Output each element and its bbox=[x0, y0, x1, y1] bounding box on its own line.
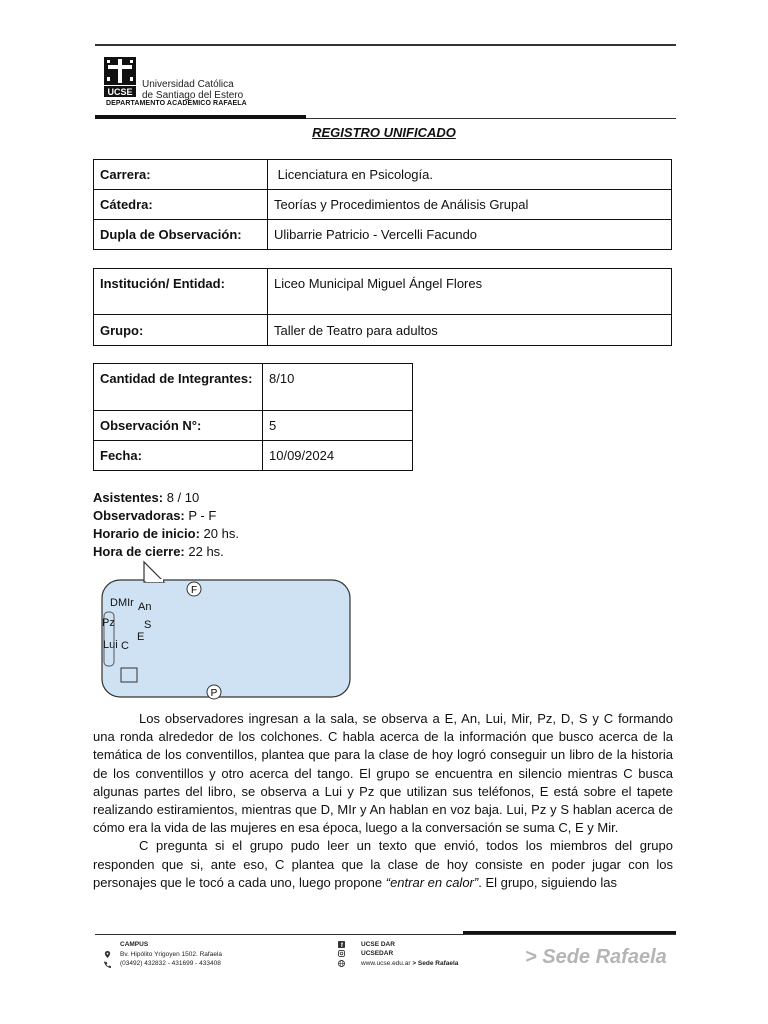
logo-text: UCSE bbox=[107, 87, 133, 97]
university-logo bbox=[104, 57, 304, 113]
observation-table bbox=[93, 363, 413, 471]
observer-p-label: P bbox=[210, 688, 218, 699]
svg-text:f: f bbox=[340, 942, 343, 948]
table-label: Institución/ Entidad: bbox=[94, 269, 268, 315]
participant-label: An bbox=[138, 601, 152, 613]
table-value: Teorías y Procedimientos de Análisis Grupal bbox=[268, 190, 672, 220]
room-diagram bbox=[94, 560, 358, 704]
footer-rule-thin bbox=[95, 934, 676, 935]
table-label: Observación N°: bbox=[94, 411, 263, 441]
paragraph: C pregunta si el grupo pudo leer un texto que envió, todos los miembros del grupo responden que si, ante eso, C plantea que la clase de hoy consiste en poder jugar con los personajes que le tocó a cada uno, luego propone “entrar en calor”. El grupo, siguiendo las bbox=[93, 838, 673, 890]
table-row bbox=[94, 364, 413, 411]
table-label: Cantidad de Integrantes: bbox=[94, 364, 263, 411]
university-name: Universidad Católica de Santiago del Estero bbox=[142, 79, 244, 101]
institution-table bbox=[93, 268, 672, 346]
table-value: Liceo Municipal Miguel Ángel Flores bbox=[268, 269, 672, 315]
participant-label: S bbox=[144, 619, 152, 631]
table-row bbox=[94, 315, 672, 346]
footer-social-instagram: UCSEDAR bbox=[361, 950, 394, 957]
footer-social-facebook: UCSE DAR bbox=[361, 941, 395, 948]
table-label: Cátedra: bbox=[94, 190, 268, 220]
table-label: Carrera: bbox=[94, 160, 268, 190]
table-value: 10/09/2024 bbox=[263, 441, 413, 471]
fact-line: Observadoras: P - F bbox=[93, 508, 217, 523]
session-facts bbox=[93, 489, 239, 561]
table-row bbox=[94, 441, 413, 471]
fact-line: Hora de cierre: 22 hs. bbox=[93, 544, 224, 559]
footer-address: Bv. Hipólito Yrigoyen 1502. Rafaela bbox=[120, 951, 223, 958]
table-value: 5 bbox=[263, 411, 413, 441]
globe-icon bbox=[338, 960, 345, 967]
fact-line: Horario de inicio: 20 hs. bbox=[93, 526, 239, 541]
table-row bbox=[94, 190, 672, 220]
footer-phones: (03492) 432832 - 431699 - 433408 bbox=[120, 960, 221, 967]
fact-line: Asistentes: 8 / 10 bbox=[93, 490, 200, 505]
table-value: Ulibarrie Patricio - Vercelli Facundo bbox=[268, 220, 672, 250]
ucse-crest-icon bbox=[104, 57, 136, 97]
career-table bbox=[93, 159, 672, 250]
table-row bbox=[94, 220, 672, 250]
department-name: DEPARTAMENTO ACADÉMICO RAFAELA bbox=[106, 100, 247, 107]
facebook-icon bbox=[338, 941, 345, 948]
paragraph: Los observadores ingresan a la sala, se observa a E, An, Lui, Mir, Pz, D, S y C formando una ronda alrededor de los colchones. C habla acerca de la información que busco acerca de la temática de los conventillos, plantea que para la clase de hoy logró conseguir un libro de la historia de los conventillos y otro acerca del tango. El grupo se encuentra en silencio mientras C busca algunas partes del libro, se observa a Lui y Pz que utilizan sus teléfonos, E está sobre el tapete realizando estiramientos, mientras que D, MIr y An hablan en voz baja. Lui, Pz y S hablan acerca de cómo era la vida de las mujeres en esa época, luego a la conversación se suma C, E y Mir. bbox=[93, 711, 673, 836]
header-rule-thin bbox=[306, 118, 676, 119]
room-diagram-drawing bbox=[94, 560, 358, 704]
table-value: 8/10 bbox=[263, 364, 413, 411]
sede-label: > Sede Rafaela bbox=[525, 946, 667, 968]
participant-label: E bbox=[137, 631, 145, 643]
table-row bbox=[94, 160, 672, 190]
table-label: Dupla de Observación: bbox=[94, 220, 268, 250]
footer-website[interactable]: www.ucse.edu.ar > Sede Rafaela bbox=[361, 960, 459, 967]
table-label: Fecha: bbox=[94, 441, 263, 471]
table-label: Grupo: bbox=[94, 315, 268, 346]
participant-label: C bbox=[121, 640, 129, 652]
participant-label: Lui bbox=[103, 639, 118, 651]
observation-narrative bbox=[93, 710, 673, 892]
participant-label: Pz bbox=[102, 617, 115, 629]
observer-f-label: F bbox=[190, 585, 198, 596]
table-value: Licenciatura en Psicología. bbox=[268, 160, 672, 190]
table-row bbox=[94, 411, 413, 441]
footer-campus-title: CAMPUS bbox=[120, 941, 149, 948]
document-title: REGISTRO UNIFICADO bbox=[312, 125, 456, 140]
phone-icon bbox=[104, 961, 111, 968]
header-rule bbox=[95, 115, 306, 119]
location-pin-icon bbox=[104, 951, 111, 958]
instagram-icon bbox=[338, 950, 345, 957]
top-rule bbox=[95, 44, 676, 46]
participant-label: DMIr bbox=[110, 597, 134, 609]
table-row bbox=[94, 269, 672, 315]
table-value: Taller de Teatro para adultos bbox=[268, 315, 672, 346]
